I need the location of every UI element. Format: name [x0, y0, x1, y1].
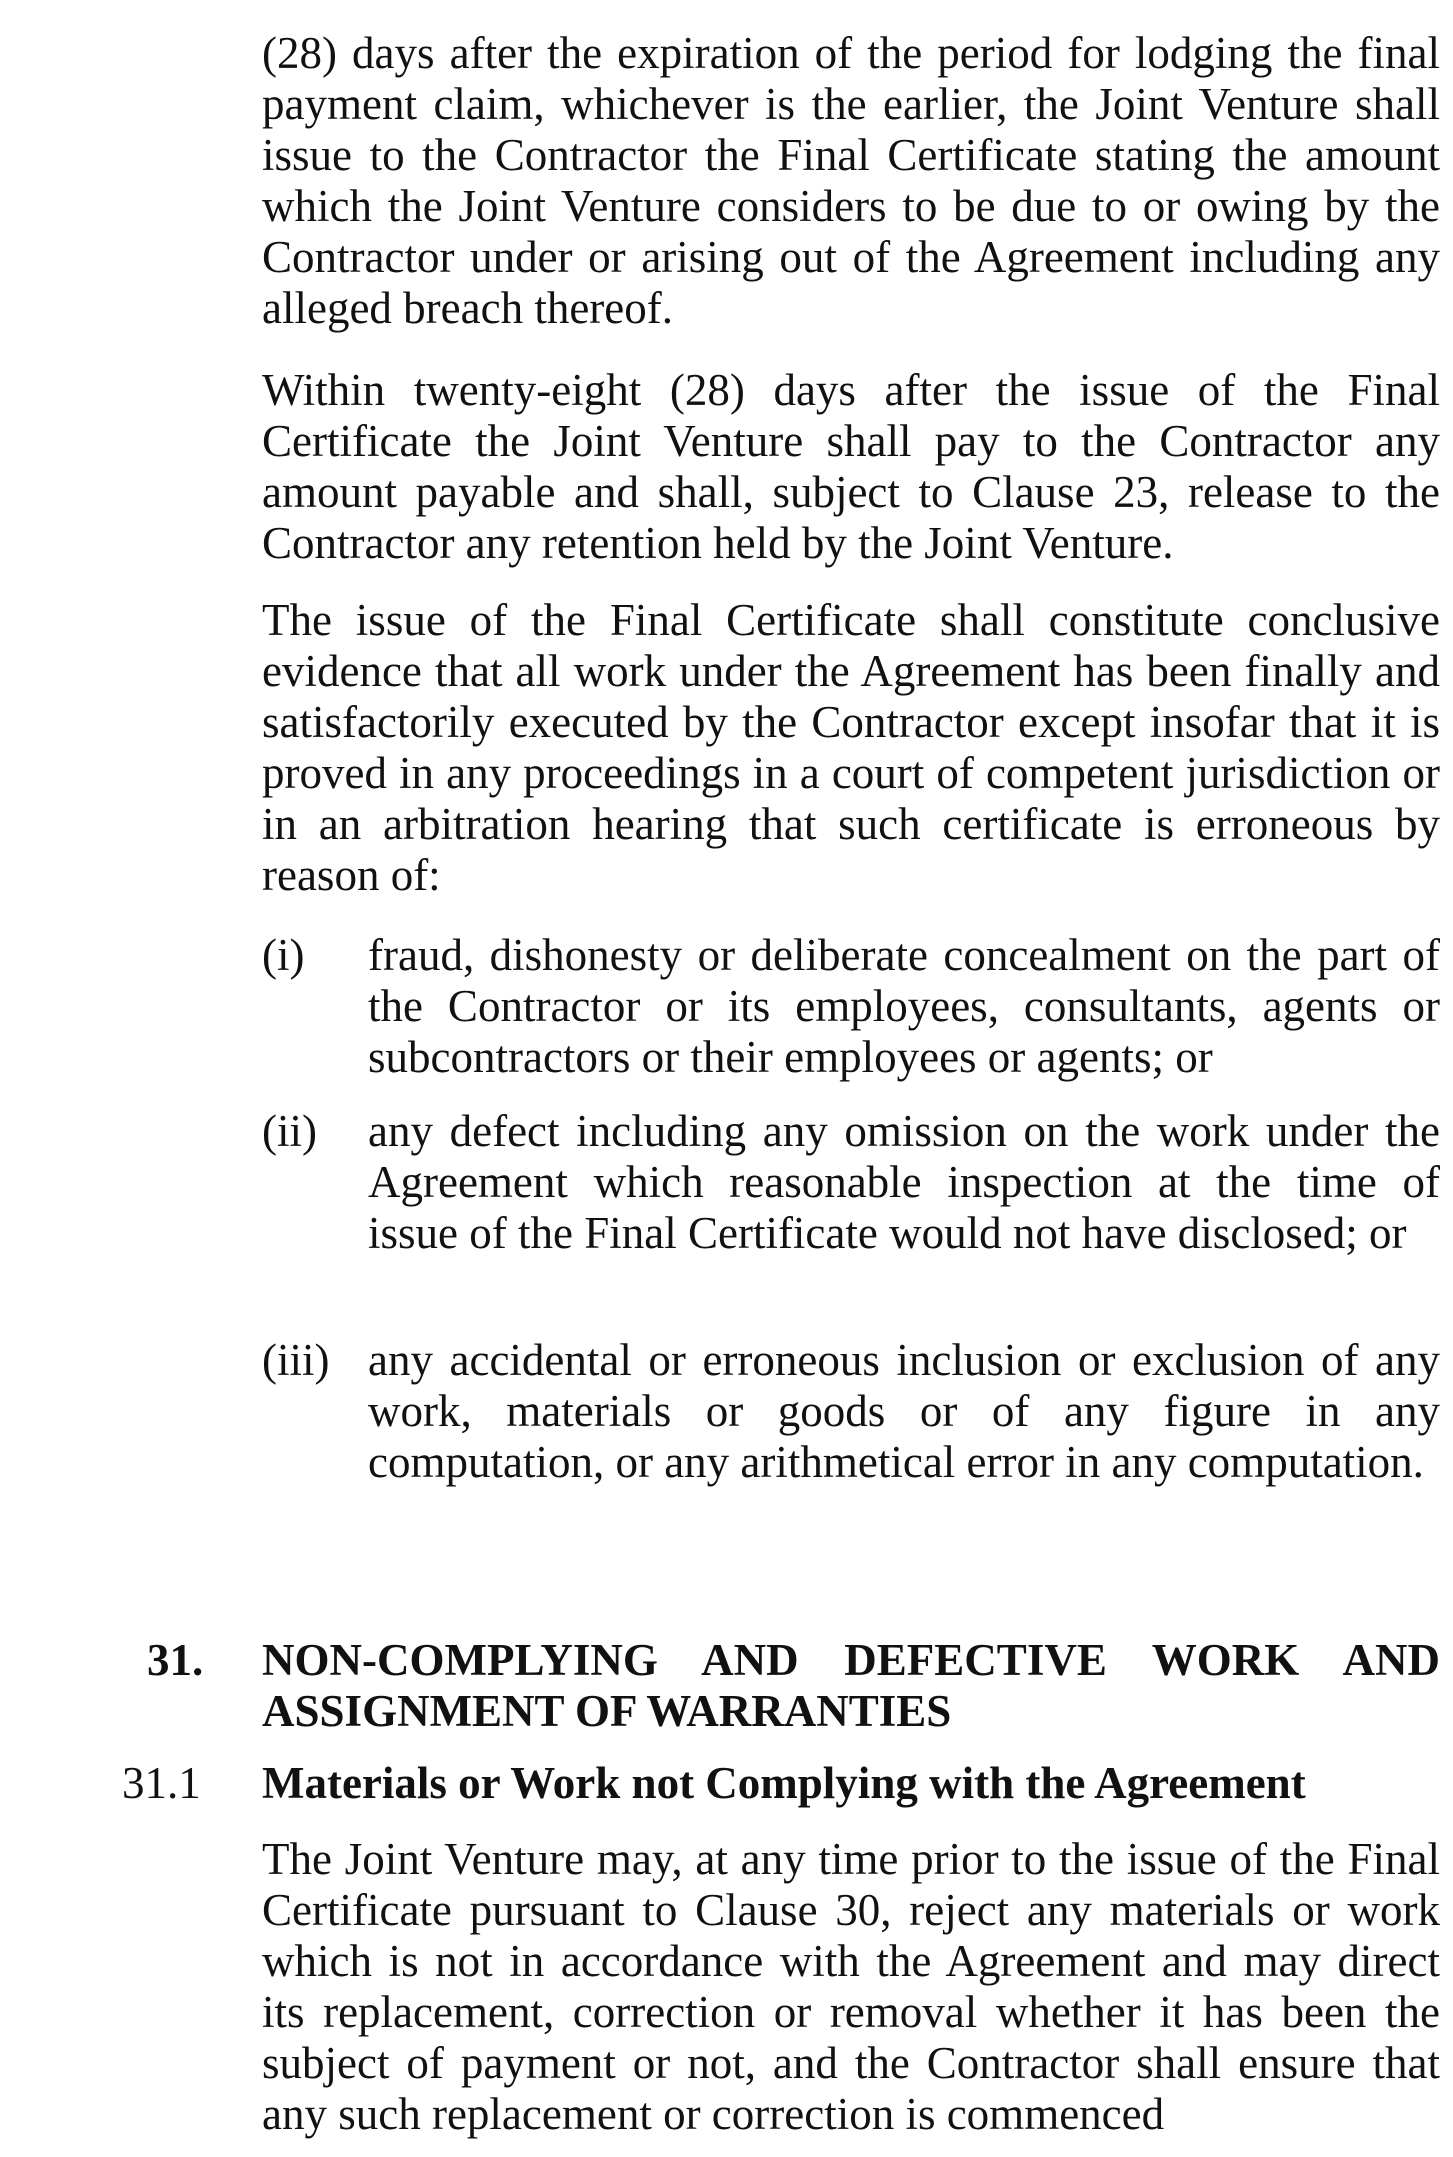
- list-item: [262, 1106, 1440, 1259]
- paragraph-rejection-of-work: The Joint Venture may, at any time prior to the issue of the Final Certificate pursuant to Clause 30, reject any materials or work which is not in accordance with the Agreement and may direct its replacement, correction or removal whether it has been the subject of payment or not, and the Contractor shall ensure that any such replacement or correction is commenced: [262, 1834, 1440, 2139]
- list-item-text: any accidental or erroneous inclusion or exclusion of any work, materials or goods or of any figure in any computation, or any arithmetical error in any computation.: [368, 1335, 1440, 1487]
- list-marker: (ii): [262, 1106, 317, 1156]
- section-number: 31.: [147, 1635, 204, 1685]
- section-title: NON-COMPLYING AND DEFECTIVE WORK AND ASSIGNMENT OF WARRANTIES: [262, 1635, 1440, 1736]
- list-item: [262, 930, 1440, 1083]
- subsection-title: Materials or Work not Complying with the Agreement: [262, 1758, 1306, 1808]
- list-item-text: any defect including any omission on the work under the Agreement which reasonable inspection at the time of issue of the Final Certificate would not have disclosed; or: [368, 1106, 1440, 1258]
- list-item: [262, 1335, 1440, 1488]
- paragraph-payment: Within twenty-eight (28) days after the issue of the Final Certificate the Joint Venture shall pay to the Contractor any amount payable and shall, subject to Clause 23, release to the Contractor any retention held by the Joint Venture.: [262, 365, 1440, 568]
- list-item-text: fraud, dishonesty or deliberate concealment on the part of the Contractor or its employees, consultants, agents or subcontractors or their employees or agents; or: [368, 930, 1440, 1082]
- list-marker: (iii): [262, 1335, 330, 1385]
- subsection-number: 31.1: [122, 1758, 201, 1808]
- list-marker: (i): [262, 930, 305, 980]
- paragraph-conclusive-evidence: The issue of the Final Certificate shall constitute conclusive evidence that all work under the Agreement has been finally and satisfactorily executed by the Contractor except insofar that it is proved in any proceedings in a court of competent jurisdiction or in an arbitration hearing that such certificate is erroneous by reason of:: [262, 595, 1440, 900]
- paragraph-final-certificate-issue: (28) days after the expiration of the period for lodging the final payment claim, whichever is the earlier, the Joint Venture shall issue to the Contractor the Final Certificate stating the amount which the Joint Venture considers to be due to or owing by the Contractor under or arising out of the Agreement including any alleged breach thereof.: [262, 28, 1440, 333]
